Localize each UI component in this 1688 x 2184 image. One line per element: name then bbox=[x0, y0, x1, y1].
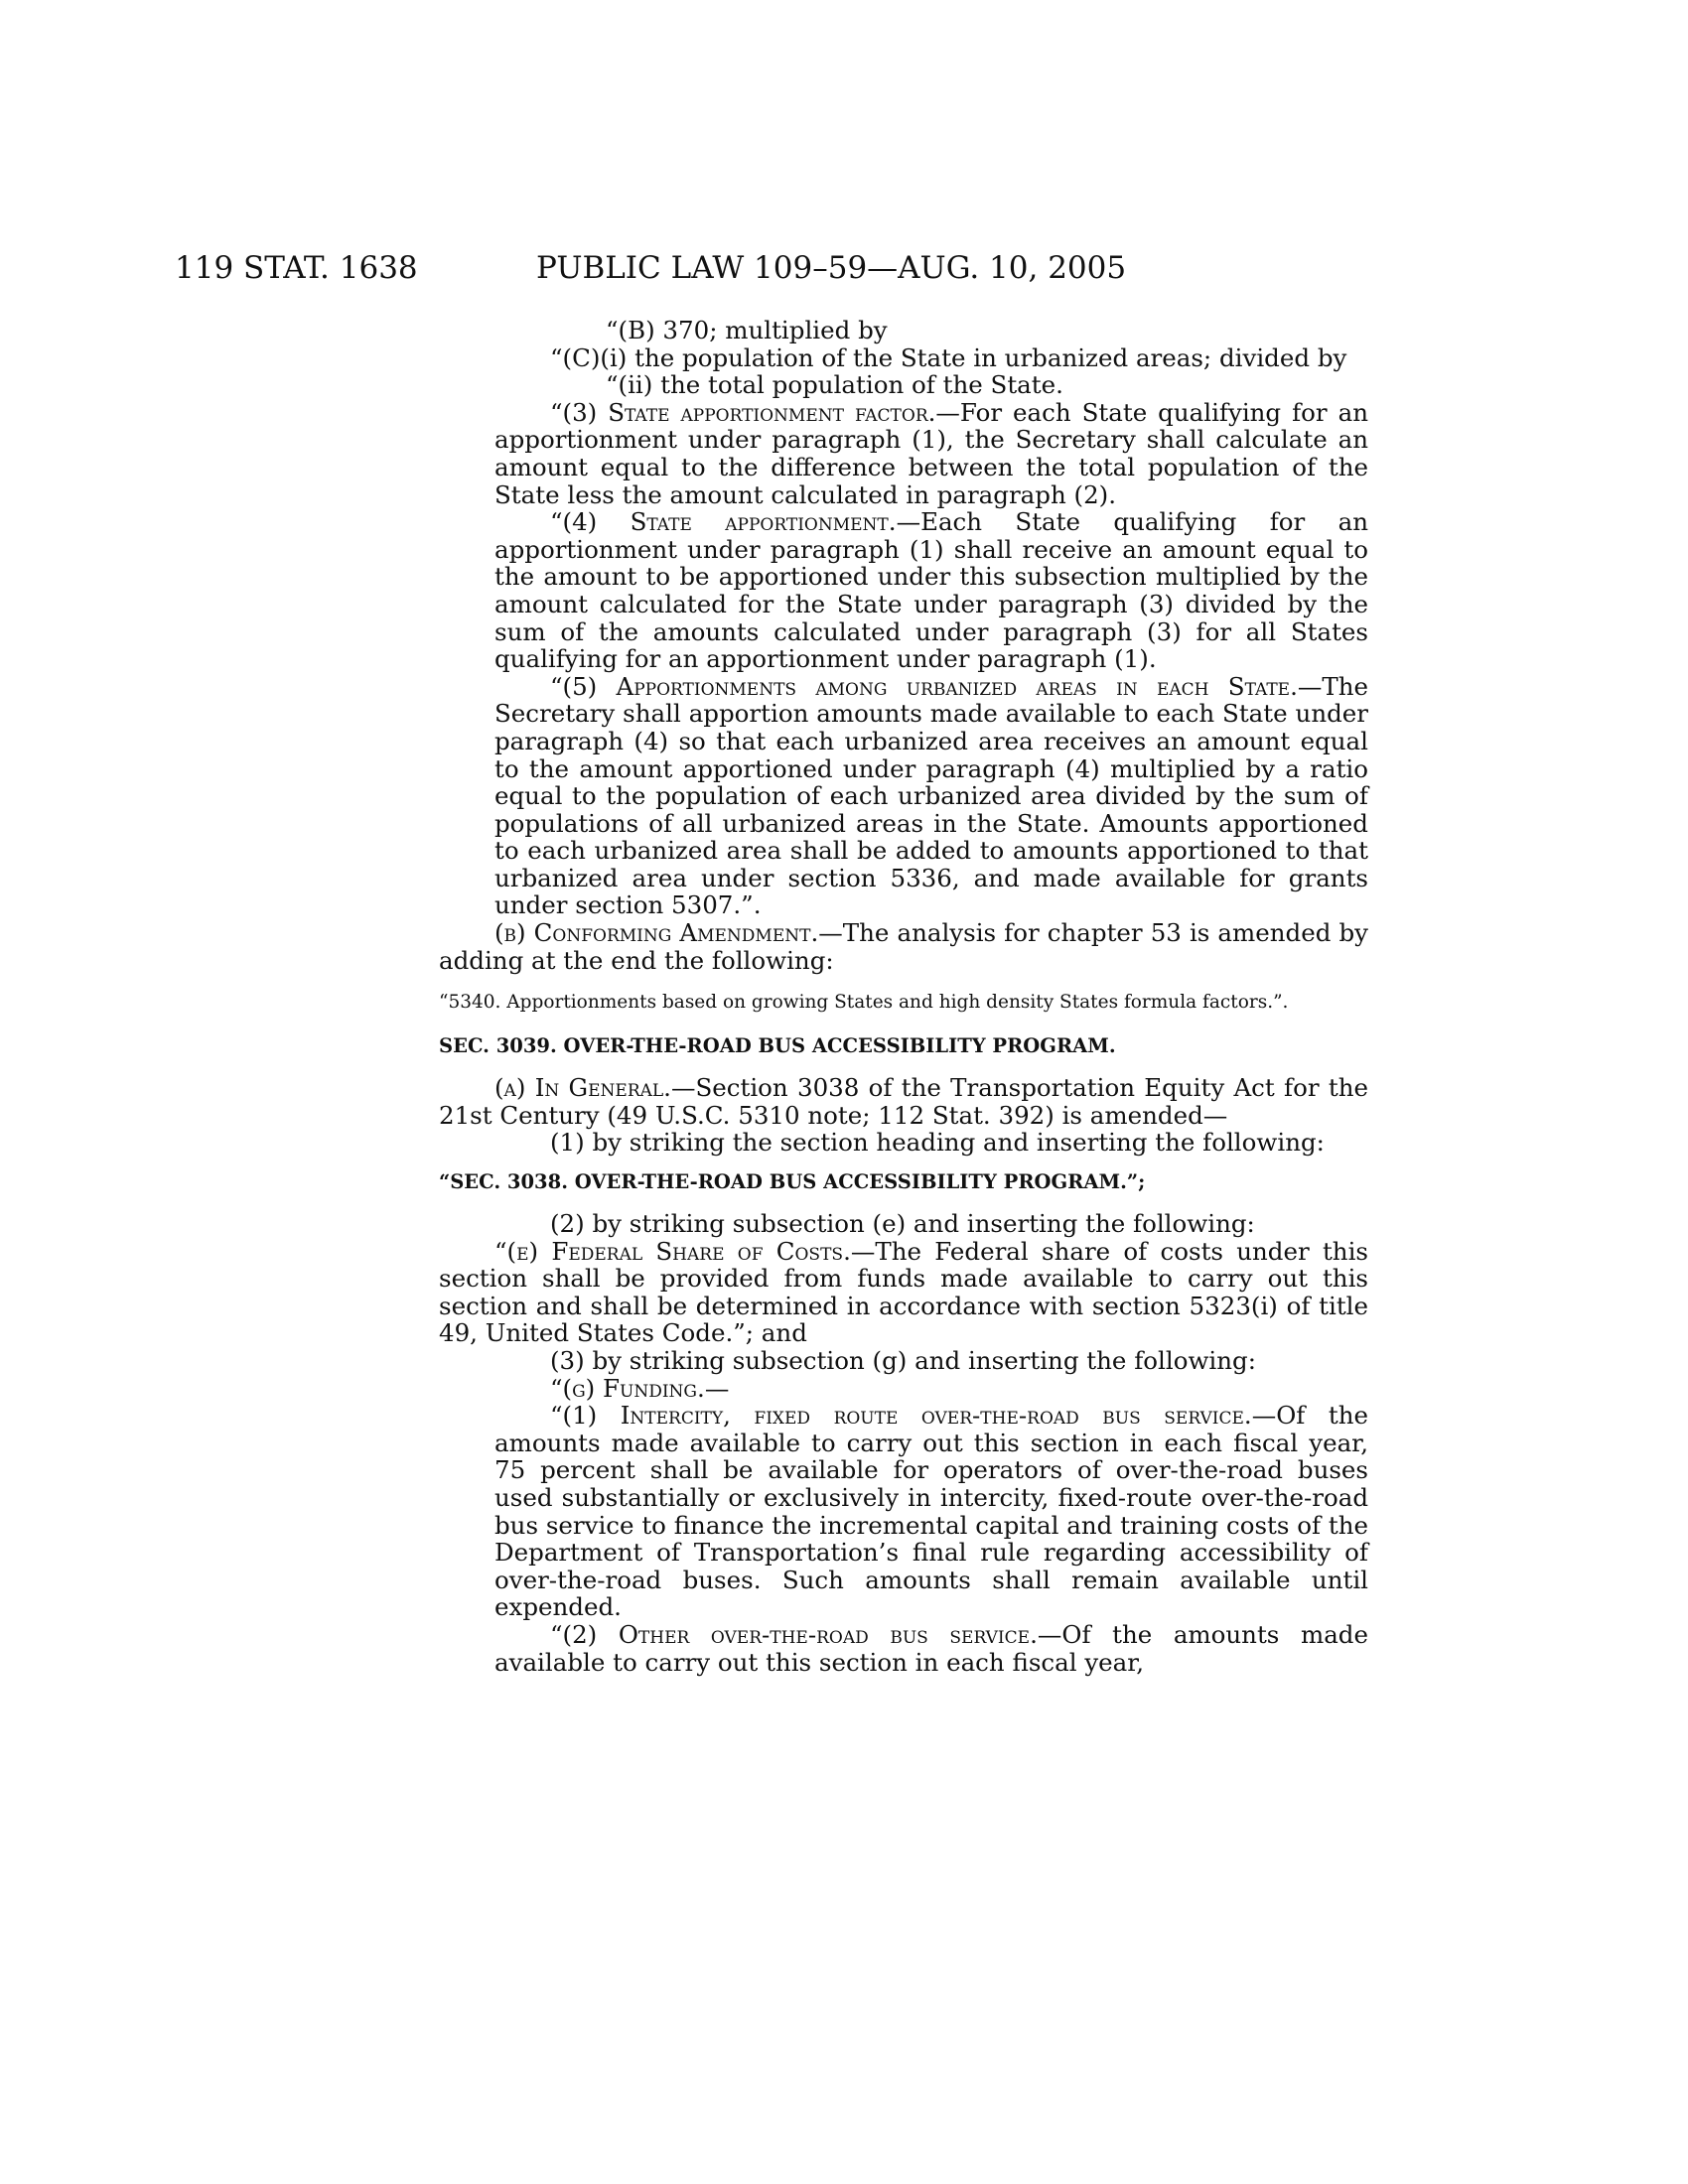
paragraph-g-1-heading: “(1) Intercity, fixed route over-the-road bus service. bbox=[550, 1401, 1252, 1431]
subsection-e-text: —The Federal share of costs under this section shall be provided from funds made available to carry out this section and shall be determined in accordance with section 5323(i) of title 49, United States Code.”; and bbox=[439, 1236, 1368, 1348]
subsection-e-heading: “(e) Federal Share of Costs. bbox=[494, 1236, 851, 1266]
law-title: PUBLIC LAW 109–59—AUG. 10, 2005 bbox=[536, 250, 1127, 286]
paragraph-4-text: —Each State qualifying for an apportionment under paragraph (1) shall receive an amount equal to the amount to be apportioned under this subsection multiplied by the amount calculated for the State under paragraph (3) divided by the sum of the amounts calculated under paragraph (3) for all States qualifying for an apportionment under paragraph (1). bbox=[494, 507, 1369, 674]
quoted-section-heading: “SEC. 3038. OVER-THE-ROAD BUS ACCESSIBILITY PROGRAM.”; bbox=[439, 1170, 1146, 1194]
amendment-3: (3) by striking subsection (g) and inserting the following: bbox=[550, 1346, 1256, 1375]
paragraph-g-1 bbox=[494, 1402, 1368, 1621]
clause-b: “(B) 370; multiplied by bbox=[606, 316, 888, 344]
section-heading: SEC. 3039. OVER-THE-ROAD BUS ACCESSIBILITY PROGRAM. bbox=[439, 1034, 1116, 1058]
subsection-a bbox=[439, 1074, 1368, 1129]
subsection-a-text: —Section 3038 of the Transportation Equity Act for the 21st Century (49 U.S.C. 5310 note; 112 Stat. 392) is amended— bbox=[439, 1073, 1368, 1130]
subsection-e bbox=[439, 1238, 1368, 1347]
toc-entry: “5340. Apportionments based on growing States and high density States formula factors.”. bbox=[439, 992, 1289, 1014]
amendment-2: (2) by striking subsection (e) and inserting the following: bbox=[550, 1209, 1255, 1239]
subsection-b-text: —The analysis for chapter 53 is amended by adding at the end the following: bbox=[439, 918, 1368, 975]
paragraph-g-2-heading: “(2) Other over-the-road bus service. bbox=[550, 1619, 1038, 1649]
paragraph-5-heading: “(5) Apportionments among urbanized areas in each State. bbox=[550, 671, 1298, 701]
subsection-b bbox=[439, 919, 1368, 974]
amendment-1: (1) by striking the section heading and inserting the following: bbox=[550, 1128, 1325, 1158]
text-column bbox=[439, 316, 1369, 1677]
page-reference: 119 STAT. 1638 bbox=[175, 250, 418, 286]
paragraph-4 bbox=[494, 508, 1368, 673]
paragraph-3-heading: “(3) State apportionment factor. bbox=[550, 397, 936, 427]
paragraph-5 bbox=[494, 673, 1368, 919]
paragraph-3 bbox=[494, 399, 1368, 508]
subsection-g bbox=[494, 1375, 1368, 1403]
subsection-g-text: — bbox=[704, 1373, 730, 1403]
paragraph-4-heading: “(4) State apportionment. bbox=[550, 507, 897, 537]
paragraph-g-2 bbox=[494, 1621, 1368, 1676]
clause-ii: “(ii) the total population of the State. bbox=[606, 370, 1063, 400]
clause-c: “(C)(i) the population of the State in urbanized areas; divided by bbox=[550, 342, 1347, 372]
paragraph-g-1-text: —Of the amounts made available to carry out this section in each fiscal year, 75 percent shall be available for operators of over-the-road buses used substantially or exclusively in intercity, fixed-route over-the-road bus service to finance the incremental capital and training costs of the Department of Transportation’s final rule regarding accessibility of over-the-road buses. Such amounts shall remain available until expended. bbox=[494, 1401, 1369, 1622]
paragraph-5-text: —The Secretary shall apportion amounts made available to each State under paragraph (4) so that each urbanized area receives an amount equal to the amount apportioned under paragraph (4) multiplied by a ratio equal to the population of each urbanized area divided by the sum of populations of all urbanized areas in the State. Amounts apportioned to each urbanized area shall be added to amounts apportioned to that urbanized area under section 5336, and made available for grants under section 5307.”. bbox=[494, 671, 1368, 920]
subsection-b-heading: (b) Conforming Amendment. bbox=[494, 918, 819, 948]
subsection-a-heading: (a) In General. bbox=[494, 1073, 671, 1103]
paragraph-g-2-text: —Of the amounts made available to carry out this section in each fiscal year, bbox=[494, 1619, 1368, 1677]
paragraph-3-text: —For each State qualifying for an apportionment under paragraph (1), the Secretary shall calculate an amount equal to the difference between the total population of the State less the amount calculated in paragraph (2). bbox=[494, 397, 1368, 509]
subsection-g-heading: “(g) Funding. bbox=[550, 1373, 705, 1403]
